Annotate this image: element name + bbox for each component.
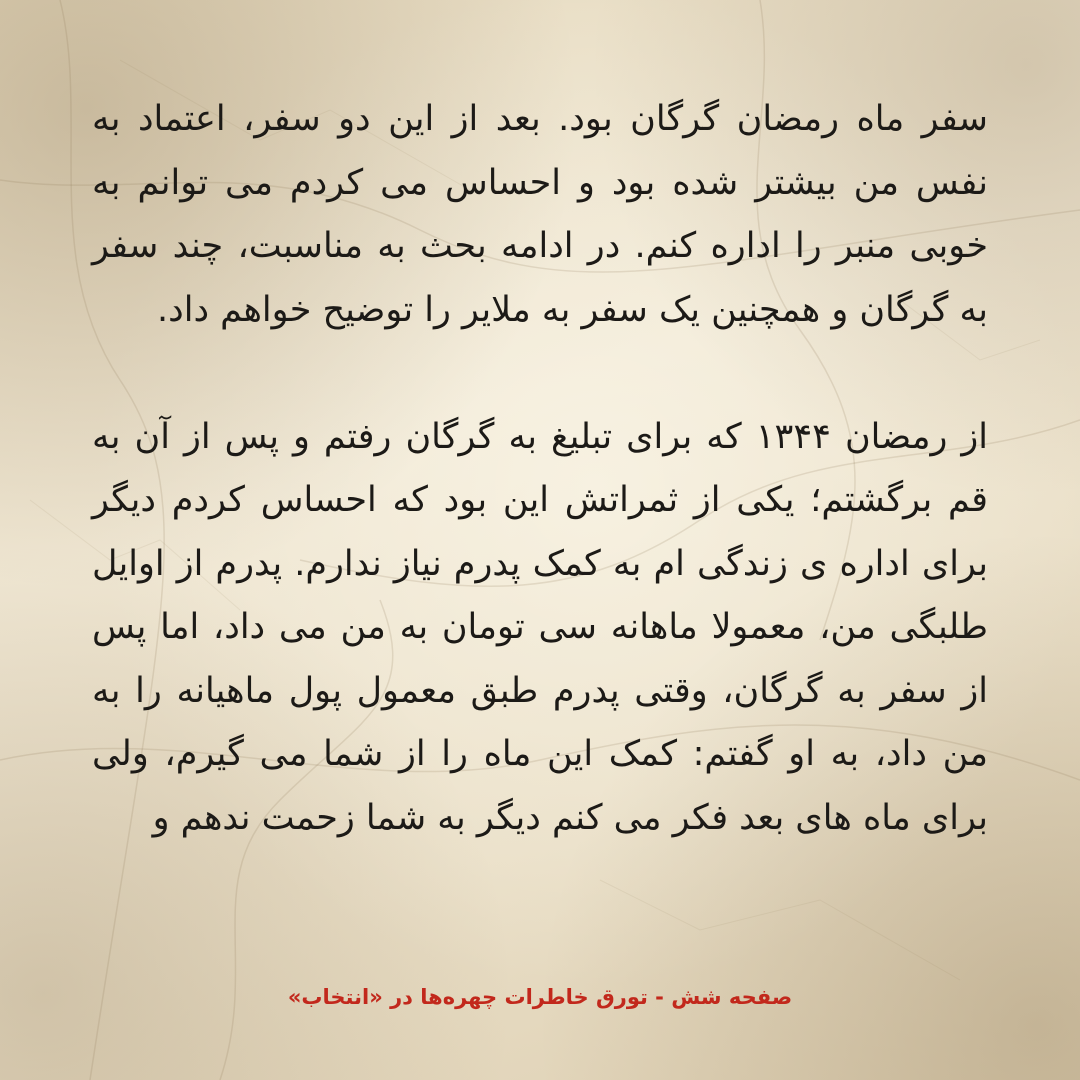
paragraph-spacer [92, 342, 988, 406]
memoir-page-text [92, 88, 988, 850]
page-caption: صفحه شش - تورق خاطرات چهره‌ها در «انتخاب» [287, 985, 793, 1009]
memoir-paragraph-1: سفر ماه رمضان گرگان بود. بعد از این دو سفر، اعتماد به نفس من بیشتر شده بود و احساس می کردم می توانم به خوبی منبر را اداره کنم. در ادامه بحث به مناسبت، چند سفر به گرگان و همچنین یک سفر به ملایر را توضیح خواهم داد. [92, 99, 988, 330]
memoir-paragraph-2: از رمضان ۱۳۴۴ که برای تبلیغ به گرگان رفتم و پس از آن به قم برگشتم؛ یکی از ثمراتش این بود که احساس کردم دیگر برای اداره ی زندگی ام به کمک پدرم نیاز ندارم. پدرم از اوایل طلبگی من، معمولا ماهانه سی تومان به من می داد، اما پس از سفر به گرگان، وقتی پدرم طبق معمول پول ماهیانه را به من داد، به او گفتم: کمک این ماه را از شما می گیرم، ولی برای ماه های بعد فکر می کنم دیگر به شما زحمت ندهم و [92, 416, 988, 838]
